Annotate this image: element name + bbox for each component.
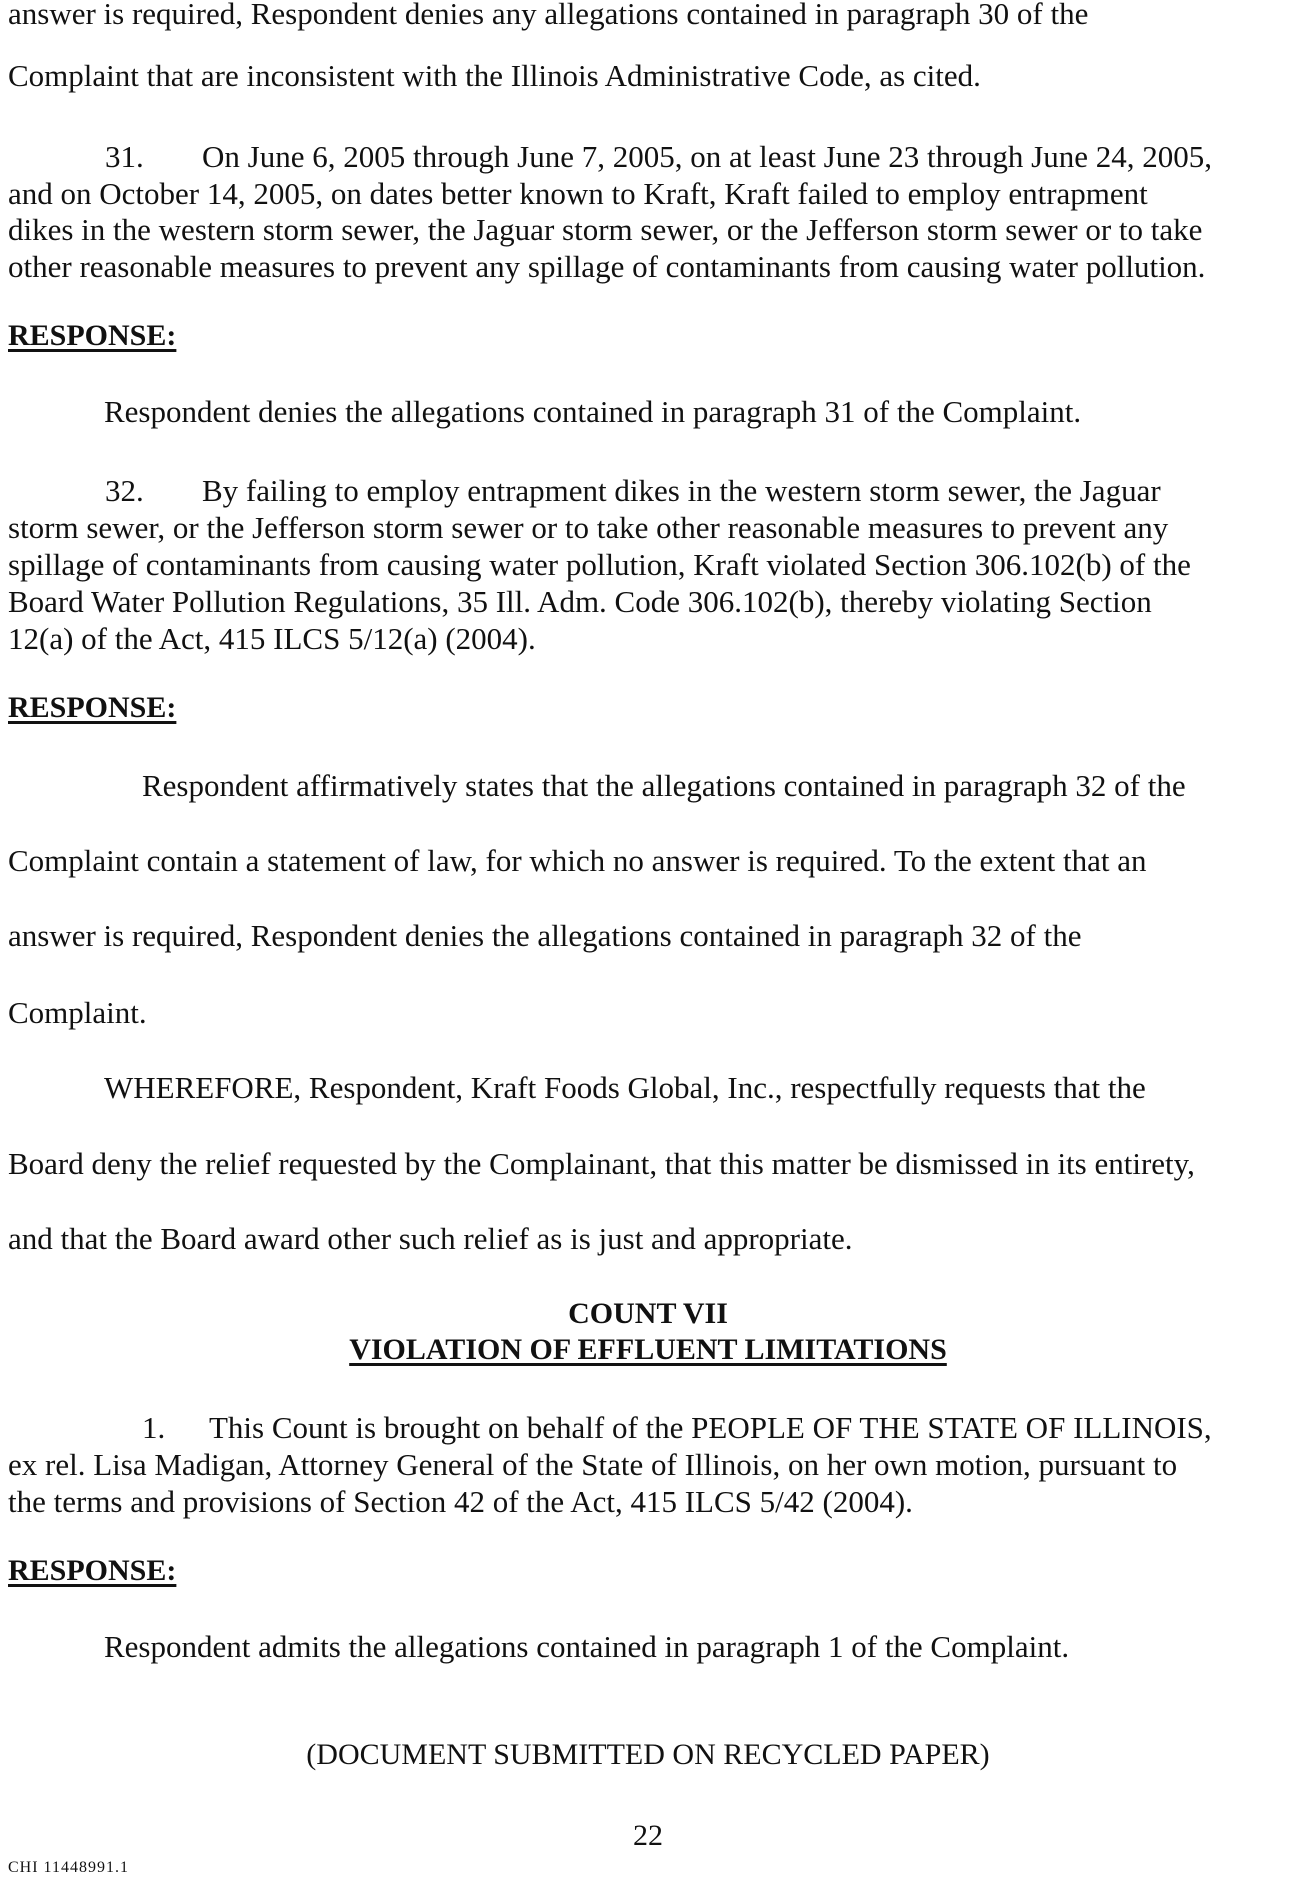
paragraph-number: 32.: [105, 473, 144, 508]
count-title: COUNT VII: [568, 1297, 728, 1330]
text-line: WHEREFORE, Respondent, Kraft Foods Global, Inc., respectfully requests that the: [104, 1070, 1146, 1105]
response-heading: RESPONSE:: [8, 319, 177, 352]
text-line: Board Water Pollution Regulations, 35 Ill. Adm. Code 306.102(b), thereby violating Section: [8, 584, 1152, 619]
paragraph-number: 1.: [142, 1410, 166, 1445]
text-line: Board deny the relief requested by the Complainant, that this matter be dismissed in its entirety,: [8, 1146, 1195, 1181]
text-line: Complaint that are inconsistent with the Illinois Administrative Code, as cited.: [8, 58, 981, 93]
text-line: storm sewer, or the Jefferson storm sewer or to take other reasonable measures to prevent any: [8, 510, 1169, 545]
paragraph-number: 31.: [105, 139, 144, 174]
document-id: CHI 11448991.1: [8, 1859, 129, 1876]
text-line: Respondent denies the allegations contained in paragraph 31 of the Complaint.: [104, 394, 1082, 429]
text-line: and on October 14, 2005, on dates better known to Kraft, Kraft failed to employ entrapment: [8, 176, 1148, 211]
text-line: answer is required, Respondent denies the allegations contained in paragraph 32 of the: [8, 918, 1082, 953]
text-line: other reasonable measures to prevent any spillage of contaminants from causing water pollution.: [8, 249, 1206, 284]
text-line: dikes in the western storm sewer, the Jaguar storm sewer, or the Jefferson storm sewer or to take: [8, 212, 1203, 247]
recycled-paper-note: (DOCUMENT SUBMITTED ON RECYCLED PAPER): [306, 1738, 990, 1771]
count-subtitle: VIOLATION OF EFFLUENT LIMITATIONS: [349, 1333, 947, 1366]
text-line: By failing to employ entrapment dikes in the western storm sewer, the Jaguar: [202, 473, 1161, 508]
text-line: On June 6, 2005 through June 7, 2005, on at least June 23 through June 24, 2005,: [202, 139, 1212, 174]
text-line: This Count is brought on behalf of the PEOPLE OF THE STATE OF ILLINOIS,: [209, 1410, 1212, 1445]
text-line: ex rel. Lisa Madigan, Attorney General of the State of Illinois, on her own motion, pursuant to: [8, 1447, 1178, 1482]
text-line: Respondent admits the allegations contained in paragraph 1 of the Complaint.: [104, 1629, 1070, 1664]
text-line: the terms and provisions of Section 42 of the Act, 415 ILCS 5/42 (2004).: [8, 1484, 913, 1519]
response-heading: RESPONSE:: [8, 1554, 177, 1587]
text-line: answer is required, Respondent denies any allegations contained in paragraph 30 of the: [8, 0, 1089, 31]
page-number: 22: [633, 1819, 663, 1852]
text-line: Complaint contain a statement of law, for which no answer is required. To the extent that an: [8, 843, 1147, 878]
text-line: and that the Board award other such relief as is just and appropriate.: [8, 1221, 853, 1256]
text-line: Respondent affirmatively states that the allegations contained in paragraph 32 of the: [142, 768, 1186, 803]
text-line: 12(a) of the Act, 415 ILCS 5/12(a) (2004).: [8, 621, 536, 656]
response-heading: RESPONSE:: [8, 691, 177, 724]
text-line: Complaint.: [8, 995, 147, 1030]
text-line: spillage of contaminants from causing water pollution, Kraft violated Section 306.102(b) of the: [8, 547, 1191, 582]
